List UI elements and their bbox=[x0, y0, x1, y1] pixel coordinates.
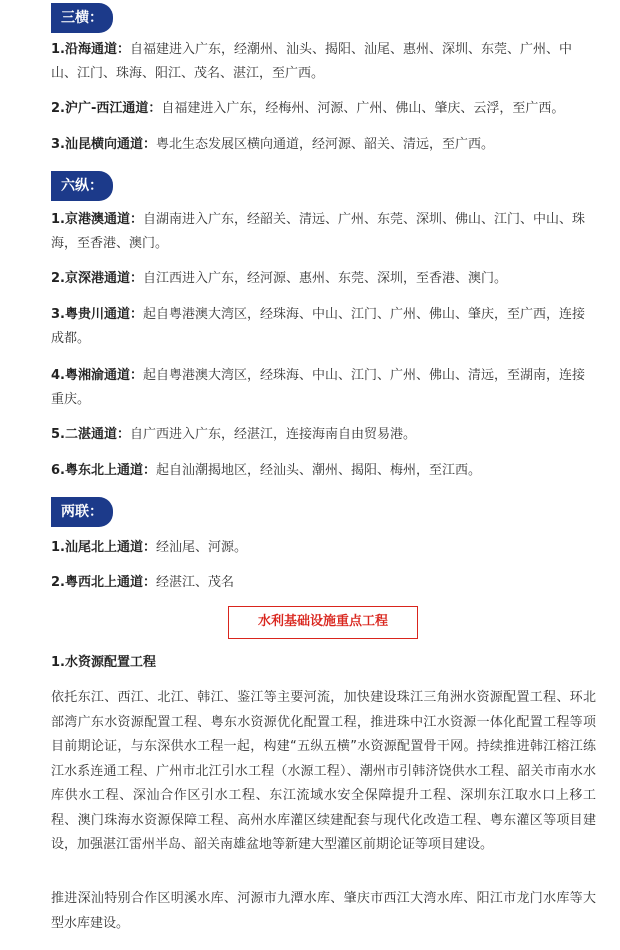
item-text: 自江西进入广东，经河源、惠州、东莞、深圳，至香港、澳门。 bbox=[142, 271, 507, 286]
item-label: 2.沪广-西江通道： bbox=[51, 101, 162, 116]
section-title: 1.水资源配置工程 bbox=[51, 655, 156, 670]
list-item bbox=[51, 423, 596, 447]
item-text: 粤北生态发展区横向通道，经河源、韶关、清远，至广西。 bbox=[155, 137, 494, 152]
list-item bbox=[51, 571, 596, 595]
item-label: 5.二湛通道： bbox=[51, 427, 130, 442]
list-item bbox=[51, 97, 596, 121]
item-label: 2.粤西北上通道： bbox=[51, 575, 156, 590]
list-item bbox=[51, 364, 596, 412]
item-text: 起自汕潮揭地区，经汕头、潮州、揭阳、梅州，至江西。 bbox=[155, 463, 481, 478]
section-tag-liuzong: 六纵： bbox=[51, 171, 113, 201]
item-label: 1.京港澳通道： bbox=[51, 212, 143, 227]
list-item bbox=[51, 303, 596, 351]
item-label: 3.汕昆横向通道： bbox=[51, 137, 156, 152]
item-text: 自福建进入广东，经潮州、汕头、揭阳、汕尾、惠州、深圳、东莞、广州、中山、江门、珠海、阳江、茂名、湛江，至广西。 bbox=[51, 42, 572, 81]
item-text: 经湛江、茂名 bbox=[155, 575, 234, 590]
item-label: 6.粤东北上通道： bbox=[51, 463, 156, 478]
paragraph: 依托东江、西江、北江、韩江、鉴江等主要河流，加快建设珠江三角洲水资源配置工程、环北部湾广东水资源配置工程、粤东水资源优化配置工程，推进珠中江水资源一体化配置工程等项目前期论证，与东深供水工程一起，构建“五纵五横”水资源配置骨干网。持续推进韩江榕江练江水系连通工程、广州市北江引水工程（水源工程）、潮州市引韩济饶供水工程、韶关市南水水库供水工程、深汕合作区引水工程、东江流域水安全保障提升工程、深圳东江取水口上移工程、澳门珠海水资源保障工程、高州水库灌区续建配套与现代化改造工程、粤东灌区等项目建设，加强湛江雷州半岛、韶关南雄盆地等新建大型灌区前期论证等项目建设。 bbox=[51, 690, 596, 852]
item-text: 自福建进入广东，经梅州、河源、广州、佛山、肇庆、云浮，至广西。 bbox=[161, 101, 565, 116]
item-text: 经汕尾、河源。 bbox=[155, 540, 247, 555]
section-tag-sanheng: 三横： bbox=[51, 3, 113, 33]
item-label: 1.沿海通道： bbox=[51, 42, 130, 57]
item-label: 4.粤湘渝通道： bbox=[51, 368, 143, 383]
list-item bbox=[51, 459, 596, 483]
item-text: 起自粤港澳大湾区，经珠海、中山、江门、广州、佛山、肇庆，至广西，连接成都。 bbox=[51, 307, 585, 346]
item-text: 自湖南进入广东，经韶关、清远、广州、东莞、深圳、佛山、江门、中山、珠海，至香港、澳门。 bbox=[51, 212, 585, 251]
item-label: 3.粤贵川通道： bbox=[51, 307, 143, 322]
list-item bbox=[51, 38, 596, 86]
section-banner: 水利基础设施重点工程 bbox=[228, 606, 418, 639]
item-text: 起自粤港澳大湾区，经珠海、中山、江门、广州、佛山、清远，至湖南，连接重庆。 bbox=[51, 368, 585, 407]
item-text: 自广西进入广东，经湛江，连接海南自由贸易港。 bbox=[129, 427, 416, 442]
section-tag-lianglian: 两联： bbox=[51, 497, 113, 527]
list-item bbox=[51, 267, 596, 291]
list-item bbox=[51, 208, 596, 256]
paragraph: 推进深汕特别合作区明溪水库、河源市九潭水库、肇庆市西江大湾水库、阳江市龙门水库等大型水库建设。 bbox=[51, 891, 596, 931]
item-label: 1.汕尾北上通道： bbox=[51, 540, 156, 555]
list-item bbox=[51, 536, 596, 560]
item-label: 2.京深港通道： bbox=[51, 271, 143, 286]
list-item bbox=[51, 133, 596, 157]
